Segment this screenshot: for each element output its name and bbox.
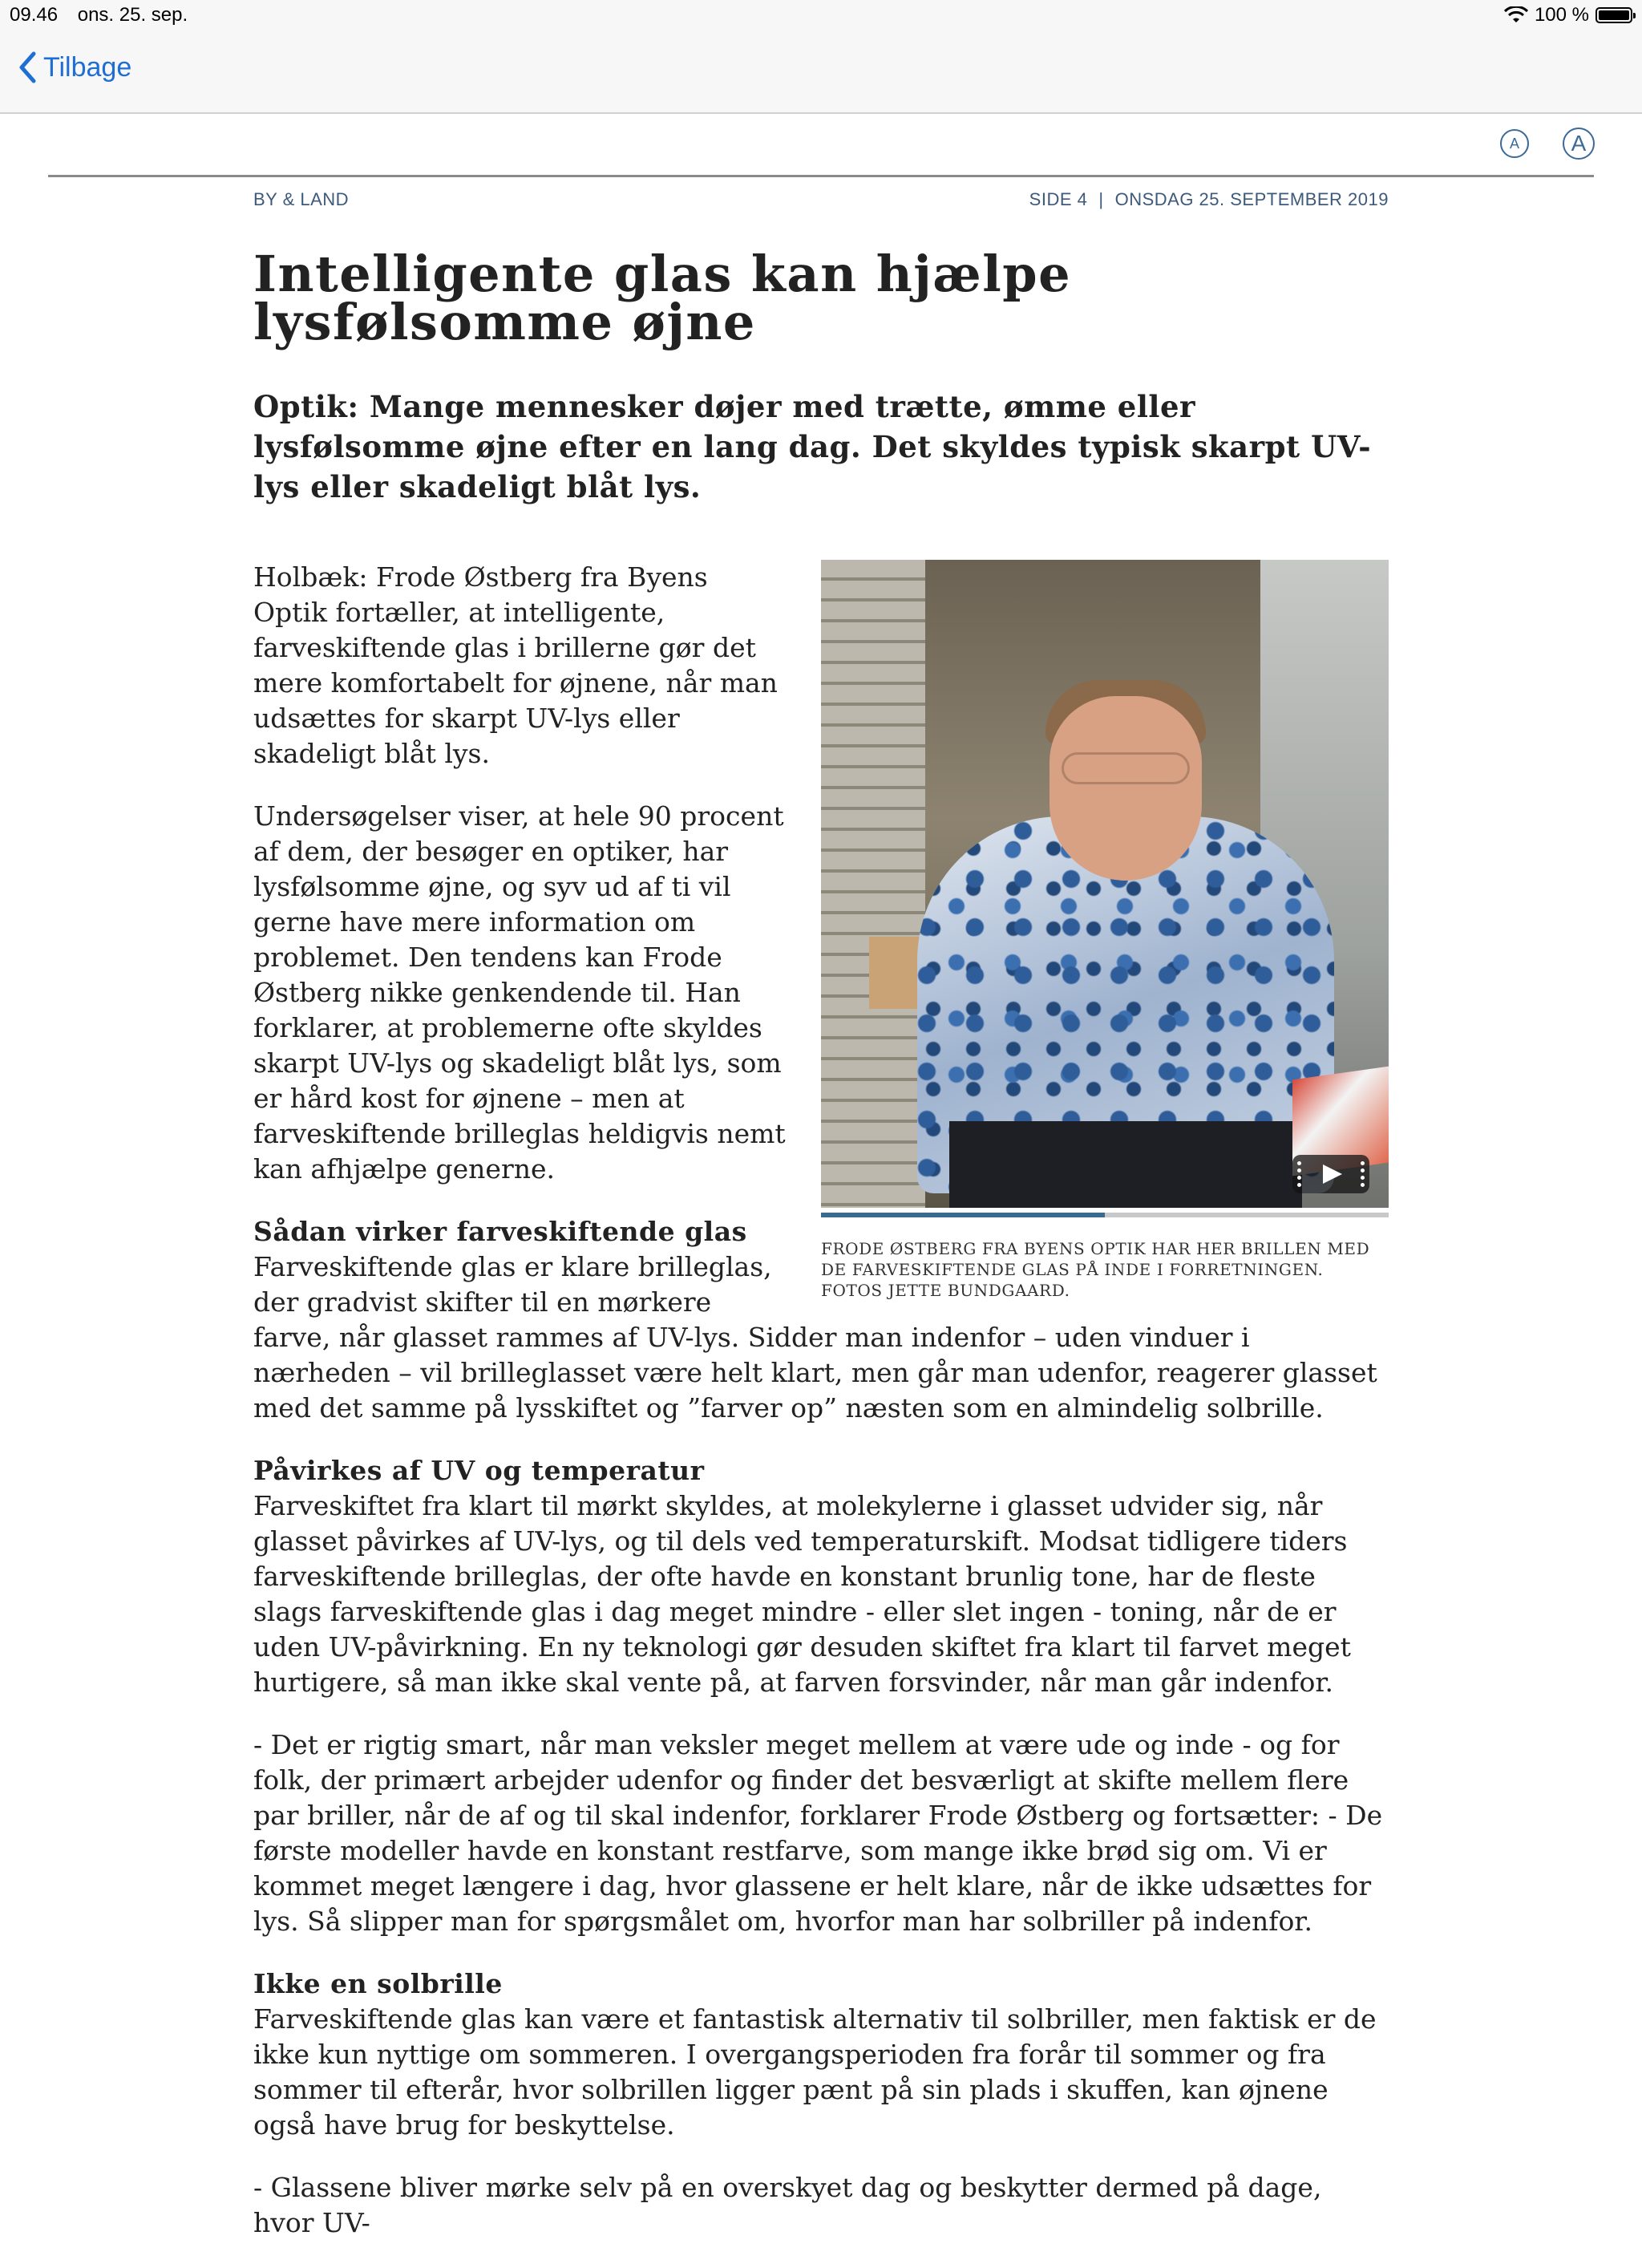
paragraph-2: Undersøgelser viser, at hele 90 procent af dem, der besøger en optiker, har lysfølsomme øjne, og syv ud af ti vil gerne have mere information om problemet. Den tendens kan Frode Østberg nikke genkendende til. Han forklarer, at problemerne ofte skyldes skarpt UV-lys og skadeligt blåt lys, som er hård kost for øjnene – men at farveskiftende brilleglas heldigvis nemt kan afhjælpe generne. bbox=[253, 800, 786, 1185]
status-date: ons. 25. sep. bbox=[77, 4, 188, 26]
article-headline: Intelligente glas kan hjælpe lysfølsomme øjne bbox=[253, 245, 1072, 351]
paragraph-1: Holbæk: Frode Østberg fra Byens Optik fortæller, at intelligente, farveskiftende glas i brillerne gør det mere komfortabelt for øjnene, når man udsættes for skarpt UV-lys eller skadeligt blåt lys. bbox=[253, 561, 778, 769]
status-left bbox=[10, 4, 202, 26]
navigation-bar bbox=[0, 35, 1642, 114]
font-size-small-icon[interactable] bbox=[1499, 128, 1530, 159]
section-name: BY & LAND bbox=[253, 189, 350, 209]
gallery-progress bbox=[821, 1213, 1389, 1217]
back-label: Tilbage bbox=[43, 51, 132, 83]
section-2-quote: - Det er rigtig smart, når man veksler meget mellem at være ude og inde - og for folk, der primært arbejder udenfor og finder det besværligt at skifte mellem flere par briller, når de af og til skal indenfor, forklarer Frode Østberg og fortsætter: - De første modeller havde en konstant restfarve, som mange ikke brød sig om. Vi er kommet meget længere i dag, hvor glassene er helt klare, når de ikke udsættes for lys. Så slipper man for spørgsmålet om, hvorfor man har solbriller på indenfor. bbox=[253, 1729, 1383, 1937]
photo-caption: FRODE ØSTBERG FRA BYENS OPTIK HAR HER BRILLEN MED DE FARVESKIFTENDE GLAS PÅ INDE I FORRETNINGEN. FOTOS JETTE BUNDGAARD. bbox=[821, 1239, 1370, 1300]
section-1-text: Farveskiftende glas er klare brilleglas, der gradvist skifter til en mørkere farve, når glasset rammes af UV-lys. Sidder man indenfor – uden vinduer i nærheden – vil brilleglasset være helt klart, men går man udenfor, reagerer glasset med det samme på lysskiftet og ”farver op” næsten som en almindelig solbrille. bbox=[253, 1251, 1377, 1424]
status-bar bbox=[0, 0, 1642, 35]
subheading-3: Ikke en solbrille bbox=[253, 1968, 503, 1999]
article-meta bbox=[253, 189, 1389, 213]
subheading-1: Sådan virker farveskiftende glas bbox=[253, 1216, 747, 1247]
meta-separator: | bbox=[1098, 189, 1104, 209]
top-divider bbox=[48, 175, 1594, 177]
photo-person-pants bbox=[949, 1121, 1302, 1208]
chevron-left-icon bbox=[18, 51, 37, 83]
status-time: 09.46 bbox=[10, 4, 59, 26]
photo-person-glasses bbox=[1062, 752, 1190, 784]
battery-percent: 100 % bbox=[1534, 4, 1589, 26]
back-button[interactable] bbox=[18, 51, 131, 83]
battery-fill bbox=[1599, 10, 1629, 20]
subheading-2: Påvirkes af UV og temperatur bbox=[253, 1455, 705, 1486]
status-right bbox=[1504, 4, 1632, 26]
article-photo[interactable] bbox=[821, 560, 1389, 1208]
section-2-text: Farveskiftet fra klart til mørkt skyldes, at molekylerne i glasset udvider sig, når glasset påvirkes af UV-lys, og til dels ved temperaturskift. Modsat tidligere tiders farveskiftende brilleglas, der ofte havde en konstant brunlig tone, har de fleste slags farveskiftende glas i dag meget mindre - eller slet ingen - toning, når de er uden UV-påvirkning. En ny teknologi gør desuden skiftet fra klart til farvet meget hurtigere, så man ikke skal vente på, at farven forsvinder, når man går indenfor. bbox=[253, 1490, 1351, 1698]
section-3-text: Farveskiftende glas kan være et fantastisk alternativ til solbriller, men faktisk er de ikke kun nyttige om sommeren. I overgangsperioden fra forår til sommer og fra sommer til efterår, hvor solbrillen ligger pænt på sin plads i skuffen, kan øjnene også have brug for beskyttelse. bbox=[253, 2003, 1377, 2140]
battery-icon bbox=[1595, 7, 1632, 23]
font-large-letter: A bbox=[1571, 131, 1587, 156]
page-number: SIDE 4 bbox=[1029, 189, 1088, 209]
article-lead: Optik: Mange mennesker døjer med trætte, ømme eller lysfølsomme øjne efter en lang dag. Det skyldes typisk skarpt UV-lys eller skadeligt blåt lys. bbox=[253, 389, 1372, 504]
play-video-icon[interactable] bbox=[1292, 1155, 1369, 1193]
gallery-progress-active bbox=[821, 1213, 1105, 1217]
font-small-letter: A bbox=[1509, 136, 1520, 152]
font-size-large-icon[interactable] bbox=[1562, 127, 1595, 160]
publication-date: ONSDAG 25. SEPTEMBER 2019 bbox=[1114, 189, 1389, 209]
photo-person-head bbox=[1050, 696, 1202, 881]
page-info bbox=[1029, 189, 1389, 210]
reader-tools bbox=[1499, 127, 1595, 160]
article-body bbox=[253, 560, 1389, 2268]
photo-shelf bbox=[821, 560, 925, 1208]
section-3-quote: - Glassene bliver mørke selv på en overskyet dag og beskytter dermed på dage, hvor UV- bbox=[253, 2172, 1322, 2238]
article-figure bbox=[821, 560, 1389, 1301]
wifi-icon bbox=[1504, 6, 1528, 24]
